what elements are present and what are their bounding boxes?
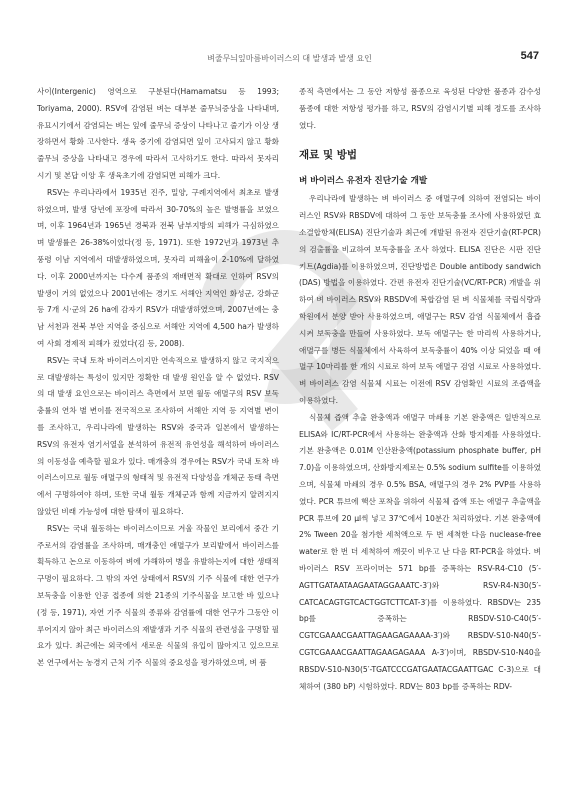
- right-paragraph-2: 식물체 즙액 추출 완충액과 애멸구 마쇄용 기본 완충액은 일반적으로 ELISA와 IC/RT-PCR에서 사용하는 완충액과 산화 방지제를 사용하였다. 기본 완충액은 0.01M 인산완충액(potassium phosphate buffer, pH 7.0)을 이용하였으며, 산화방지제로는 0.5% sodium sulfite를 이용하였으며, 식물체 마쇄의 경우 0.5% BSA, 애멸구의 경우 2% PVP를 사용하였다. PCR 튜브에 핵산 포착을 위하여 식물체 즙액 또는 애멸구 추출액을 PCR 튜브에 20 μl씩 넣고 37℃에서 10분간 처리하였다. 기본 완충액에 2% Tween 20을 첨가한 세척액으로 두 번 세척한 다음 nuclease-free water로 한 번 더 세척하여 깨끗이 비우고 난 다음 RT-PCR을 하였다. 벼 바이러스 RSV 프라이머는 571 bp를 증폭하는 RSV-R4-C10 (5′-AGTTGATAATAAGAATAGGAAATC-3′)와 RSV-R4-N30(5′-CATCACAGTGTCACTGGTCTTCAT-3′)를 이용하였다. RBSDV는 235 bp를 증폭하는 RBSDV-S10-C40(5′-CGTCGAAACGAATTAGAAGAGAAAA-3′)와 RBSDV-S10-N40(5′-CGTCGAAACGAATTAGAAGAGAAA A-3′)이며, RBSDV-S10-N40을 RBSDV-S10-N30(5′-TGATCCCGATGAATACGAATTGAC C-3)으로 대체하여 (380 bP) 시험하였다. RDV는 803 bp를 증폭하는 RDV-: [299, 412, 541, 691]
- page-header: [40, 50, 539, 68]
- left-paragraph-4: RSV는 국내 월동하는 바이러스이므로 겨울 작물인 보리에서 중간 기주로서의 감염률을 조사하며, 매개충인 애멸구가 보리밭에서 바이러스를 획득하고 논으로 이동하여 벼에 가해하여 병을 유발하는지에 대한 생태적 구명이 필요하다. 그 밖의 자연 상태에서 RSV의 기주 식물에 대한 연구가 보독충을 이용한 인공 접종에 의한 21종의 기주식물을 보고한 바 있으나(정 등, 1971), 자연 기주 식물의 종류와 감염률에 대한 연구가 그동안 이루어지지 않아 최근 바이러스의 재발생과 기주 식물의 관련성을 구명할 필요가 있다. 최근에는 외국에서 새로운 식물의 유입이 많아지고 있으므로 본 연구에서는 농경지 근처 기주 식물의 중요성을 평가하였으며, 벼 품: [37, 523, 279, 668]
- section-heading: 재료 및 방법: [299, 149, 358, 162]
- page-number: 547: [520, 50, 539, 62]
- right-intro-paragraph: 종적 측면에서는 그 동안 저항성 품종으로 육성된 다양한 품종과 감수성 품종에 대한 저항성 평가를 하고, RSV의 감염시기별 피해 정도를 조사하였다.: [299, 87, 541, 130]
- running-title: 벼줄무늬잎마름바이러스의 대 발생과 발생 요인: [207, 54, 372, 63]
- right-paragraph-1: 우리나라에 발생하는 벼 바이러스 중 애멸구에 의하여 전염되는 바이러스인 RSV와 RBSDV에 대하여 그 동안 보독충률 조사에 사용하였던 효소결합항체(ELISA) 진단기술과 최근에 개발된 유전자 진단기술(RT-PCR)의 검출률을 비교하여 보독충률을 조사 하였다. ELISA 진단은 시판 진단키트(Agdia)를 이용하였으며, 진단방법은 Double antibody sandwich (DAS) 방법을 이용하였다. 간편 유전자 진단기술(VC/RT-PCR) 개발을 위하여 벼 바이러스 RSV와 RBSDV에 복합감염 된 벼 식물체를 국립식량과학원에서 분양 받아 사용하였으며, 애멸구는 RSV 감염 식물체에서 흡즙시켜 보독충을 만들어 사용하였다. 보독 애멸구는 한 마리씩 사용하거나, 애멸구를 병든 식물체에서 사육하여 보독충률이 40% 이상 되었을 때 애멸구 10마리를 한 개의 시료로 하여 보독 애멸구 검염 시료로 사용하였다. 벼 바이러스 감염 식물체 시료는 이전에 RSV 감염확인 시료의 조즙액을 이용하였다.: [299, 194, 541, 405]
- left-paragraph-3: RSV는 국내 토착 바이러스이지만 연속적으로 발생하지 않고 국지적으로 대발생하는 특성이 있지만 정확한 대 발생 원인을 알 수 없었다. RSV의 대 발생 요인으로는 바이러스 측면에서 보면 월동 애멸구의 RSV 보독충률의 연차 별 변이를 전국적으로 조사하여 서해안 지역 등 지역별 변이를 조사하고, 우리나라에 발생하는 RSV와 중국과 일본에서 발생하는 RSV의 유전자 염기서열을 분석하여 유전적 유연성을 해석하여 바이러스의 이동성을 예측할 필요가 있다. 매개충의 경우에는 RSV가 국내 토착 바이러스이므로 월동 애멸구의 형태적 및 유전적 다양성을 개체군 동태 측면에서 구명하여야 하며, 또한 국내 월동 개체군과 함께 지금까지 알려지지 않았던 비래 가능성에 대한 탐색이 필요하다.: [37, 355, 279, 516]
- right-column: [299, 84, 541, 695]
- subsection-heading: 벼 바이러스 유전자 진단기술 개발: [299, 176, 428, 187]
- left-paragraph-1: 사이(Intergenic) 영역으로 구분된다(Hamamatsu 등 1993; Toriyama, 2000). RSV에 감염된 벼는 대부분 줄무늬증상을 나타내며, 유묘시기에서 감염되는 벼는 잎에 줄무늬 증상이 나타나고 줄기가 이상 생장하면서 황화 고사한다. 생육 중기에 감염되면 잎이 고사되지 않고 황화 줄무늬 증상을 나타내고 경우에 따라서 고사하기도 한다. 따라서 못자리 시기 및 본답 이앙 후 생육초기에 감염되면 피해가 크다.: [37, 87, 279, 180]
- left-paragraph-2: RSV는 우리나라에서 1935년 진주, 밀양, 구례지역에서 최초로 발생하였으며, 발생 당년에 포장에 따라서 30-70%의 높은 발병률을 보였으며, 이후 1964년과 1965년 경북과 전북 남부지방의 피해가 극심하였으며 발생률은 26-38%이었다(정 등, 1971). 또한 1972년과 1973년 추풍령 이남 지역에서 대발생하였으며, 못자리 피해율이 2-10%에 달하였다. 이후 2000년까지는 다수계 품종의 재배면적 확대로 인하여 RSV의 발생이 거의 없었으나 2001년에는 경기도 서해안 지역인 화성군, 강화군 등 7개 시·군의 26 ha에 감자기 RSV가 대발생하였으며, 2007년에는 충남 서천과 전북 부안 지역을 중심으로 서해안 지역에 4,500 ha가 발생하여 사회 경제적 피해가 컸었다(김 등, 2008).: [37, 187, 279, 348]
- left-column: [37, 84, 279, 672]
